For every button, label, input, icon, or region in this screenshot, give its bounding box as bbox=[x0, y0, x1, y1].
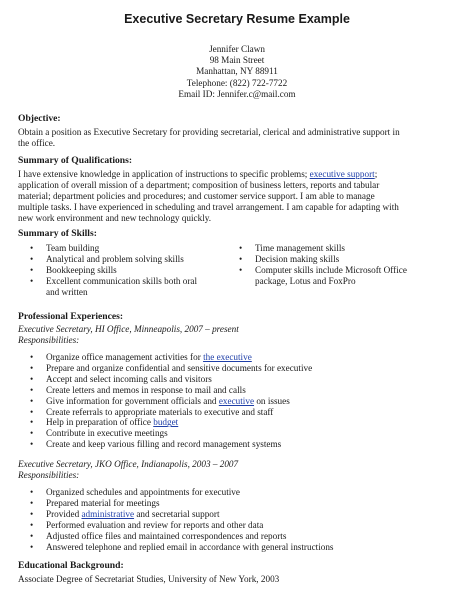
skill-item: • Time management skills bbox=[227, 243, 457, 254]
skill-item: • Decision making skills bbox=[227, 254, 457, 265]
responsibility-item: • Create referrals to appropriate materials to executive and staff bbox=[18, 407, 460, 418]
objective-line: Obtain a position as Executive Secretary for providing secretarial, clerical and administrative support in bbox=[18, 127, 400, 137]
job2-responsibilities-label: Responsibilities: bbox=[18, 469, 80, 480]
qualifications-line: application of overall mission of a department; composition of business letters, reports and tabular bbox=[18, 179, 380, 190]
objective-text bbox=[18, 127, 460, 149]
job1-responsibilities bbox=[18, 352, 460, 450]
qualifications-line: material; department policies and procedures; and customer service support. I am able to manage bbox=[18, 190, 375, 201]
job1-responsibilities-label: Responsibilities: bbox=[18, 334, 80, 345]
experience-heading: Professional Experiences: bbox=[18, 311, 124, 322]
responsibility-item: • Prepared material for meetings bbox=[18, 498, 460, 509]
qualifications-heading: Summary of Qualifications: bbox=[18, 155, 133, 166]
job1-title: Executive Secretary, HI Office, Minneapolis, 2007 – present bbox=[18, 324, 239, 334]
contact-phone: Telephone: (822) 722-7722 bbox=[186, 77, 288, 88]
responsibility-item: • Accept and select incoming calls and visitors bbox=[18, 374, 460, 385]
responsibility-text: and secretarial support bbox=[134, 508, 220, 519]
responsibility-item: • Performed evaluation and review for reports and other data bbox=[18, 520, 460, 531]
contact-name: Jennifer Clawn bbox=[209, 44, 265, 54]
job1-header bbox=[18, 324, 460, 346]
administrative-link[interactable]: administrative bbox=[81, 508, 135, 519]
the-executive-link[interactable]: the executive bbox=[203, 352, 252, 362]
education-degree: Associate Degree of Secretariat Studies, University of New York, 2003 bbox=[18, 574, 280, 584]
education-text bbox=[18, 574, 460, 585]
responsibility-item bbox=[18, 396, 460, 407]
skill-item bbox=[18, 276, 238, 298]
qualifications-line: multiple tasks. I have experienced in scheduling and travel arrangement. I am capable for adapting with bbox=[18, 201, 399, 212]
budget-link[interactable]: budget bbox=[153, 417, 179, 428]
responsibility-item bbox=[18, 352, 460, 363]
skill-text: Excellent communication skills both oral bbox=[46, 275, 198, 286]
responsibility-text: Provided bbox=[46, 508, 82, 519]
contact-email: Email ID: Jennifer.c@mail.com bbox=[178, 88, 296, 99]
executive-link[interactable]: executive bbox=[218, 395, 255, 406]
qualifications-text-part: I have extensive knowledge in application of instructions to specific problems; bbox=[18, 169, 310, 179]
job2-header bbox=[18, 459, 460, 481]
qualifications-text-part: ; bbox=[374, 169, 378, 179]
responsibility-text: on issues bbox=[254, 395, 290, 406]
contact-street: 98 Main Street bbox=[209, 55, 265, 66]
qualifications-text bbox=[18, 169, 460, 224]
skill-text: package, Lotus and FoxPro bbox=[255, 275, 356, 286]
responsibility-item: • Answered telephone and replied email in accordance with general instructions bbox=[18, 542, 460, 553]
skills-list-right bbox=[227, 243, 457, 287]
job2-title: Executive Secretary, JKO Office, Indianapolis, 2003 – 2007 bbox=[18, 459, 239, 469]
skill-text: and written bbox=[46, 286, 88, 297]
executive-support-link[interactable]: executive support bbox=[309, 169, 375, 179]
contact-block bbox=[0, 44, 474, 100]
responsibility-item bbox=[18, 417, 460, 428]
responsibility-text: Help in preparation of office bbox=[46, 417, 154, 428]
responsibility-text: Give information for government officials and bbox=[46, 395, 219, 406]
responsibility-item bbox=[18, 509, 460, 520]
job2-responsibilities bbox=[18, 487, 460, 552]
resume-title: Executive Secretary Resume Example bbox=[124, 12, 350, 26]
responsibility-item: • Adjusted office files and maintained correspondences and reports bbox=[18, 531, 460, 542]
responsibility-item: • Prepare and organize confidential and sensitive documents for executive bbox=[18, 363, 460, 374]
skill-text: Computer skills include Microsoft Office bbox=[255, 264, 407, 275]
skills-list-left bbox=[18, 243, 238, 298]
qualifications-line bbox=[18, 169, 460, 180]
responsibility-item: • Create and keep various filling and record management systems bbox=[18, 439, 460, 450]
responsibility-item: • Organized schedules and appointments for executive bbox=[18, 487, 460, 498]
contact-city: Manhattan, NY 88911 bbox=[196, 66, 278, 77]
skill-item: • Team building bbox=[18, 243, 238, 254]
objective-heading: Objective: bbox=[18, 113, 61, 124]
qualifications-line: new work environment and new technology quickly. bbox=[18, 212, 212, 223]
objective-line: the office. bbox=[18, 137, 56, 148]
skill-item bbox=[227, 265, 457, 287]
skill-item: • Bookkeeping skills bbox=[18, 265, 238, 276]
responsibility-item: • Create letters and memos in response to mail and calls bbox=[18, 385, 460, 396]
skill-item: • Analytical and problem solving skills bbox=[18, 254, 238, 265]
responsibility-item: • Contribute in executive meetings bbox=[18, 428, 460, 439]
skills-heading: Summary of Skills: bbox=[18, 228, 97, 239]
responsibility-text: Organize office management activities for bbox=[46, 352, 204, 362]
education-heading: Educational Background: bbox=[18, 560, 124, 571]
